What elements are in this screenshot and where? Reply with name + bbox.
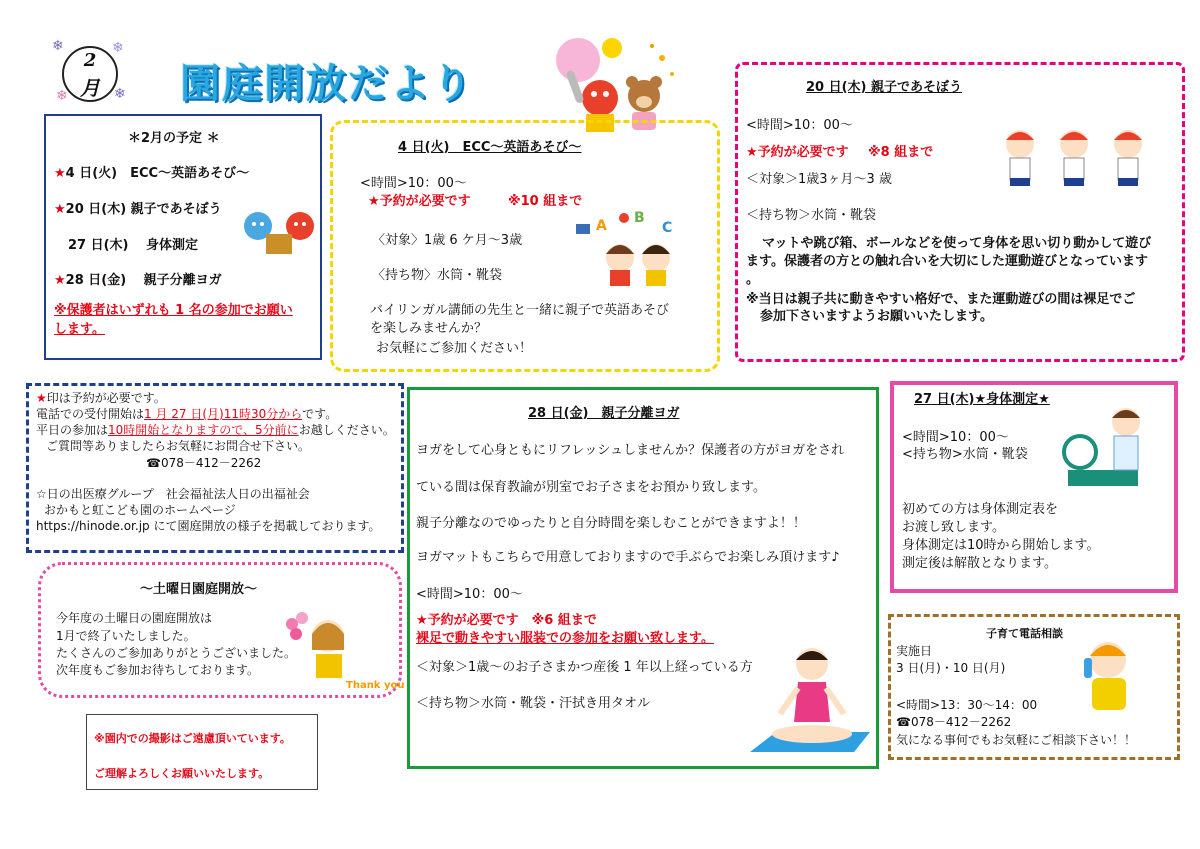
ecc-heading: 4 日(火) ECC～英語あそび～ <box>398 140 582 155</box>
ecc-desc: お気軽にご参加ください！ <box>376 341 533 356</box>
measure-desc: お渡し致します。 <box>902 520 1005 535</box>
schedule-item: 27 日(木) 身体測定 <box>68 238 199 253</box>
play-note: ※当日は親子共に動きやすい格好で、また運動遊びの間は裸足でご <box>746 292 1136 307</box>
play-target: ＜対象＞1歳3ヶ月～3 歳 <box>746 172 892 187</box>
saturday-line: たくさんのご参加ありがとうございました。 <box>56 646 297 660</box>
info-phone: ☎078－412－2262 <box>146 456 262 470</box>
play-desc: ます。保護者の方との触れ合いを大切にした運動遊びとなっています <box>746 254 1148 269</box>
yoga-paragraph: 親子分離なのでゆったりと自分時間を楽しむことができますよ！！ <box>416 516 806 531</box>
letter-a: A <box>596 218 607 234</box>
saturday-line: 今年度の土曜日の園庭開放は <box>56 611 213 625</box>
ecc-desc: バイリンガル講師の先生と一緒に親子で英語あそび <box>370 303 670 318</box>
schedule-heading: ＊2月の予定 ＊ <box>128 131 220 146</box>
measure-desc: 測定後は解散となります。 <box>902 556 1057 571</box>
yoga-paragraph: ている間は保育教諭が別室でお子さまをお預かり致します。 <box>416 480 766 495</box>
thank-you-text: Thank you <box>346 680 405 691</box>
play-reserve: ★予約が必要です <box>746 145 849 160</box>
info-group: おかもと虹こども園のホームページ <box>44 503 236 517</box>
saturday-line: 1月で終了いたしました。 <box>56 629 196 643</box>
yoga-barefoot: 裸足で動きやすい服装での参加をお願い致します。 <box>416 631 714 646</box>
measure-time: <時間>10：00～ <box>902 430 1009 445</box>
abc-kids-illustration <box>574 204 694 288</box>
thank-you-girl-illustration <box>280 610 352 680</box>
info-line: ご質問等ありましたらお気軽にお問合せ下さい。 <box>46 439 311 453</box>
phone-consult-heading: 子育て電話相談 <box>986 627 1063 640</box>
phone-consult-line: 3 日(月)・10 日(月) <box>896 661 1006 675</box>
yoga-time: <時間>10：00～ <box>416 587 523 602</box>
ecc-reserve: ★予約が必要です <box>368 194 471 209</box>
snowflake-icon: ❄ <box>112 40 124 56</box>
info-group: ☆日の出医療グループ 社会福祉法人日の出福祉会 <box>36 487 310 501</box>
play-items: ＜持ち物＞水筒・靴袋 <box>746 208 877 223</box>
phone-consult-phone: ☎078－412－2262 <box>896 715 1012 729</box>
month-kanji: 月 <box>80 76 100 100</box>
saturday-heading: ～土曜日園庭開放～ <box>140 582 258 597</box>
ecc-target: 〈対象〉1歳 6 ケ月～3歳 <box>372 233 523 248</box>
oni-kids-illustration <box>240 206 318 258</box>
yoga-paragraph: ヨガをして心身ともにリフレッシュしませんか？保護者の方がヨガをされ <box>416 443 845 458</box>
exercising-kids-illustration <box>998 122 1158 192</box>
play-note: 参加下さいますようお願いいたします。 <box>760 309 993 324</box>
phone-consult-line: 気になる事何でもお気軽にご相談下さい！！ <box>896 733 1137 747</box>
play-groups: ※8 組まで <box>868 145 934 160</box>
month-badge <box>62 46 118 102</box>
schedule-note: ※保護者はいずれも 1 名の参加でお願い <box>54 303 293 318</box>
schedule-item: ★4 日(火) ECC～英語あそび～ <box>54 166 250 181</box>
ecc-desc: を楽しみませんか？ <box>370 321 488 336</box>
letter-c: C <box>662 220 673 236</box>
play-heading: 20 日(木) 親子であそぼう <box>806 80 963 95</box>
saturday-line: 次年度もご参加お待ちしております。 <box>56 663 260 677</box>
letter-b: B <box>634 210 645 226</box>
yoga-woman-illustration <box>750 642 870 754</box>
snowflake-icon: ❄ <box>56 88 68 104</box>
yoga-heading: 28 日(金) 親子分離ヨガ <box>528 406 680 421</box>
measure-desc: 初めての方は身体測定表を <box>902 502 1059 517</box>
info-line: 電話での受付開始は1 月 27 日(月)11時30分からです。 <box>36 407 338 421</box>
phone-consult-time: <時間>13：30～14：00 <box>896 698 1038 712</box>
yoga-target: ＜対象＞1歳～のお子さまかつ産後 1 年以上経っている方 <box>416 660 753 675</box>
schedule-note: します。 <box>54 322 105 337</box>
ecc-time: <時間>10：00～ <box>360 176 467 191</box>
measure-heading: 27 日(木)★身体測定★ <box>914 392 1050 407</box>
photo-note: ※園内での撮影はご遠慮頂いています。 <box>94 732 291 745</box>
info-url[interactable]: https://hinode.or.jp にて園庭開放の様子を掲載しております。 <box>36 519 381 533</box>
ecc-groups: ※10 組まで <box>508 194 583 209</box>
scale-child-illustration <box>1060 404 1160 494</box>
play-desc: マットや跳び箱、ボールなどを使って身体を思い切り動かして遊び <box>762 236 1152 251</box>
play-time: <時間>10：00～ <box>746 118 853 133</box>
month-number: 2 <box>83 50 97 71</box>
yoga-reserve: ★予約が必要です ※6 組まで <box>416 613 597 628</box>
info-line: 平日の参加は10時開始となりますので、5分前にお越しください。 <box>36 423 395 437</box>
play-desc: 。 <box>746 272 760 287</box>
schedule-item: ★28 日(金) 親子分離ヨガ <box>54 273 222 288</box>
phone-child-illustration <box>1076 636 1146 712</box>
measure-desc: 身体測定は10時から開始します。 <box>902 538 1100 553</box>
schedule-item: ★20 日(木) 親子であそぼう <box>54 202 222 217</box>
yoga-paragraph: ヨガマットもこちらで用意しておりますので手ぶらでお楽しみ頂けます♪ <box>416 550 840 565</box>
ecc-items: 〈持ち物〉水筒・靴袋 <box>372 268 503 283</box>
photo-note: ご理解よろしくお願いいたします。 <box>94 767 270 780</box>
phone-consult-line: 実施日 <box>896 644 933 658</box>
snowflake-icon: ❄ <box>52 38 64 54</box>
page-title: 園庭開放だより <box>180 61 474 107</box>
measure-items: <持ち物>水筒・靴袋 <box>902 447 1028 462</box>
info-line: ★印は予約が必要です。 <box>36 391 166 405</box>
yoga-items: ＜持ち物＞水筒・靴袋・汗拭き用タオル <box>416 696 651 711</box>
snowflake-icon: ❄ <box>114 86 126 102</box>
oni-bear-illustration <box>552 34 682 134</box>
